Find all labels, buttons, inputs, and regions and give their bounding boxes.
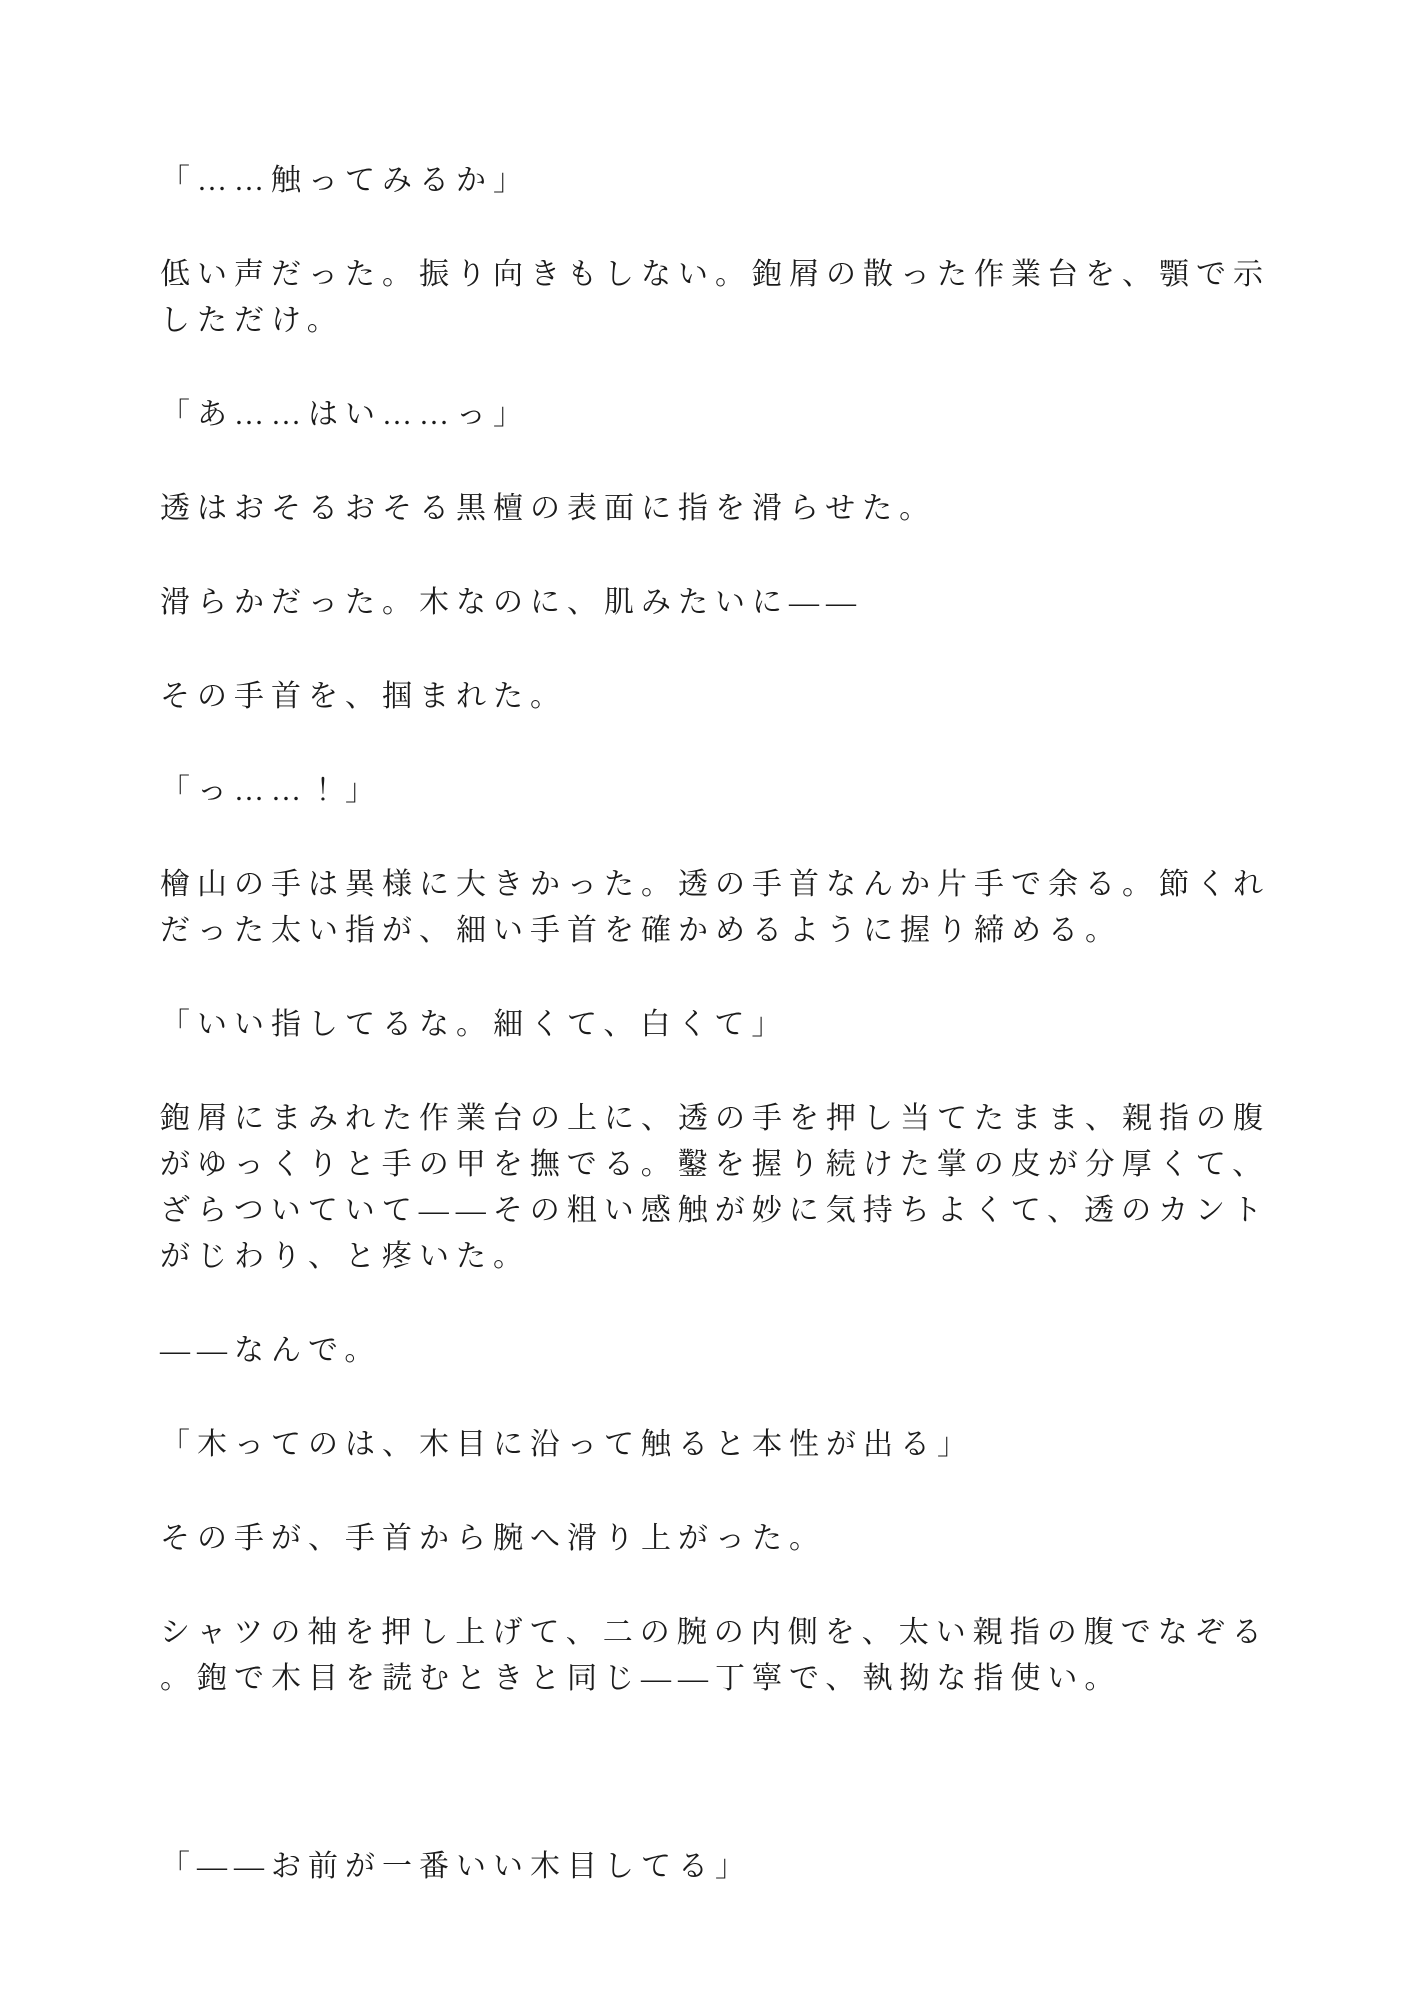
paragraph	[160, 1516, 1290, 1562]
text-line: 「あ……はい……っ」	[160, 398, 530, 431]
text-line: 「いい指してるな。細くて、白くて」	[160, 1008, 789, 1041]
text-line: シャツの袖を押し上げて、二の腕の内側を、太い親指の腹でなぞる	[160, 1616, 1269, 1649]
paragraph	[160, 862, 1290, 954]
paragraph	[160, 252, 1290, 344]
text-line: 檜山の手は異様に大きかった。透の手首なんか片手で余る。節くれ	[160, 868, 1270, 901]
paragraph	[160, 392, 1290, 438]
paragraph	[160, 1096, 1290, 1280]
text-line: 「木ってのは、木目に沿って触ると本性が出る」	[160, 1428, 974, 1461]
text-line: がじわり、と疼いた。	[160, 1240, 530, 1273]
text-line: 低い声だった。振り向きもしない。鉋屑の散った作業台を、顎で示	[160, 258, 1270, 291]
text-line: 「っ……！」	[160, 774, 382, 807]
paragraph	[160, 674, 1290, 720]
paragraph	[160, 158, 1290, 204]
paragraph	[160, 1844, 1290, 1890]
text-line: ざらついていて――その粗い感触が妙に気持ちよくて、透のカント	[160, 1194, 1270, 1227]
paragraph	[160, 1328, 1290, 1374]
document-body	[160, 158, 1290, 1938]
text-line: その手首を、掴まれた。	[160, 680, 567, 713]
text-line: がゆっくりと手の甲を撫でる。鑿を握り続けた掌の皮が分厚くて、	[160, 1148, 1270, 1181]
text-line: 鉋屑にまみれた作業台の上に、透の手を押し当てたまま、親指の腹	[160, 1102, 1270, 1135]
paragraph	[160, 1610, 1290, 1702]
text-line: その手が、手首から腕へ滑り上がった。	[160, 1522, 826, 1555]
paragraph	[160, 486, 1290, 532]
paragraph	[160, 580, 1290, 626]
paragraph-spacer	[160, 1750, 1290, 1796]
text-line: ――なんで。	[160, 1334, 382, 1367]
text-line: しただけ。	[160, 304, 344, 337]
text-line: 。鉋で木目を読むときと同じ――丁寧で、執拗な指使い。	[160, 1662, 1122, 1695]
text-line: 滑らかだった。木なのに、肌みたいに――	[160, 586, 863, 619]
text-line: 「――お前が一番いい木目してる」	[160, 1850, 752, 1883]
paragraph	[160, 1002, 1290, 1048]
text-line: だった太い指が、細い手首を確かめるように握り締める。	[160, 914, 1122, 947]
text-line: 透はおそるおそる黒檀の表面に指を滑らせた。	[160, 492, 937, 525]
paragraph	[160, 768, 1290, 814]
paragraph	[160, 1422, 1290, 1468]
text-line: 「……触ってみるか」	[160, 164, 530, 197]
